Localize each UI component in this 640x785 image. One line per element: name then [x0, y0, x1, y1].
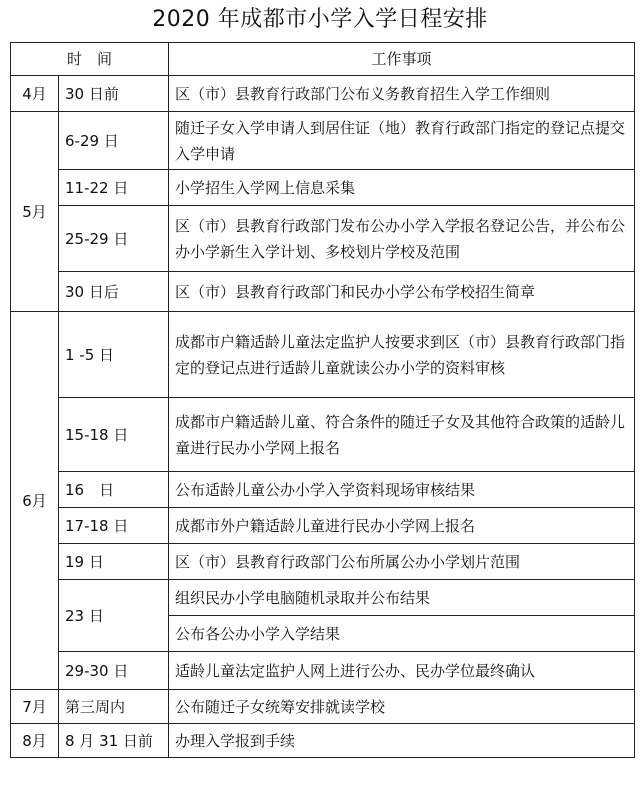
table-row [11, 544, 635, 580]
table-row [11, 652, 635, 690]
row-date: 16 日 [59, 472, 169, 508]
row-task: 公布随迁子女统筹安排就读学校 [169, 690, 635, 724]
row-date: 19 日 [59, 544, 169, 580]
row-date: 15-18 日 [59, 398, 169, 472]
row-task: 适龄儿童法定监护人网上进行公办、民办学位最终确认 [169, 652, 635, 690]
table-row [11, 206, 635, 272]
schedule-table [10, 42, 635, 758]
row-task: 区（市）县教育行政部门发布公办小学入学报名登记公告，并公布公办小学新生入学计划、多校划片学校及范围 [169, 206, 635, 272]
row-task: 办理入学报到手续 [169, 724, 635, 758]
month-april: 4月 [11, 76, 59, 112]
row-date: 29-30 日 [59, 652, 169, 690]
month-june: 6月 [11, 312, 59, 690]
row-date: 30 日后 [59, 272, 169, 312]
row-date: 第三周内 [59, 690, 169, 724]
header-work: 工作事项 [169, 43, 635, 76]
header-time: 时 间 [11, 43, 169, 76]
row-date: 23 日 [59, 580, 169, 652]
table-row [11, 170, 635, 206]
row-task: 小学招生入学网上信息采集 [169, 170, 635, 206]
row-task: 随迁子女入学申请人到居住证（地）教育行政部门指定的登记点提交入学申请 [169, 112, 635, 170]
row-task: 组织民办小学电脑随机录取并公布结果 [169, 580, 635, 616]
row-date: 30 日前 [59, 76, 169, 112]
row-task: 区（市）县教育行政部门公布义务教育招生入学工作细则 [169, 76, 635, 112]
row-task: 成都市户籍适龄儿童、符合条件的随迁子女及其他符合政策的适龄儿童进行民办小学网上报名 [169, 398, 635, 472]
table-row [11, 398, 635, 472]
table-row [11, 508, 635, 544]
row-date: 8 月 31 日前 [59, 724, 169, 758]
table-row [11, 690, 635, 724]
table-row [11, 312, 635, 398]
row-date: 25-29 日 [59, 206, 169, 272]
row-task: 公布各公办小学入学结果 [169, 616, 635, 652]
table-row [11, 580, 635, 616]
row-date: 11-22 日 [59, 170, 169, 206]
row-task: 成都市外户籍适龄儿童进行民办小学网上报名 [169, 508, 635, 544]
table-row [11, 472, 635, 508]
row-task: 公布适龄儿童公办小学入学资料现场审核结果 [169, 472, 635, 508]
row-date: 6-29 日 [59, 112, 169, 170]
row-task: 区（市）县教育行政部门公布所属公办小学划片范围 [169, 544, 635, 580]
row-task: 区（市）县教育行政部门和民办小学公布学校招生简章 [169, 272, 635, 312]
month-july: 7月 [11, 690, 59, 724]
month-august: 8月 [11, 724, 59, 758]
table-header-row [11, 43, 635, 76]
table-row [11, 76, 635, 112]
table-row [11, 112, 635, 170]
row-date: 17-18 日 [59, 508, 169, 544]
table-row [11, 272, 635, 312]
page-title: 2020 年成都市小学入学日程安排 [152, 7, 488, 32]
table-row [11, 724, 635, 758]
month-may: 5月 [11, 112, 59, 312]
row-task: 成都市户籍适龄儿童法定监护人按要求到区（市）县教育行政部门指定的登记点进行适龄儿童就读公办小学的资料审核 [169, 312, 635, 398]
row-date: 1 -5 日 [59, 312, 169, 398]
